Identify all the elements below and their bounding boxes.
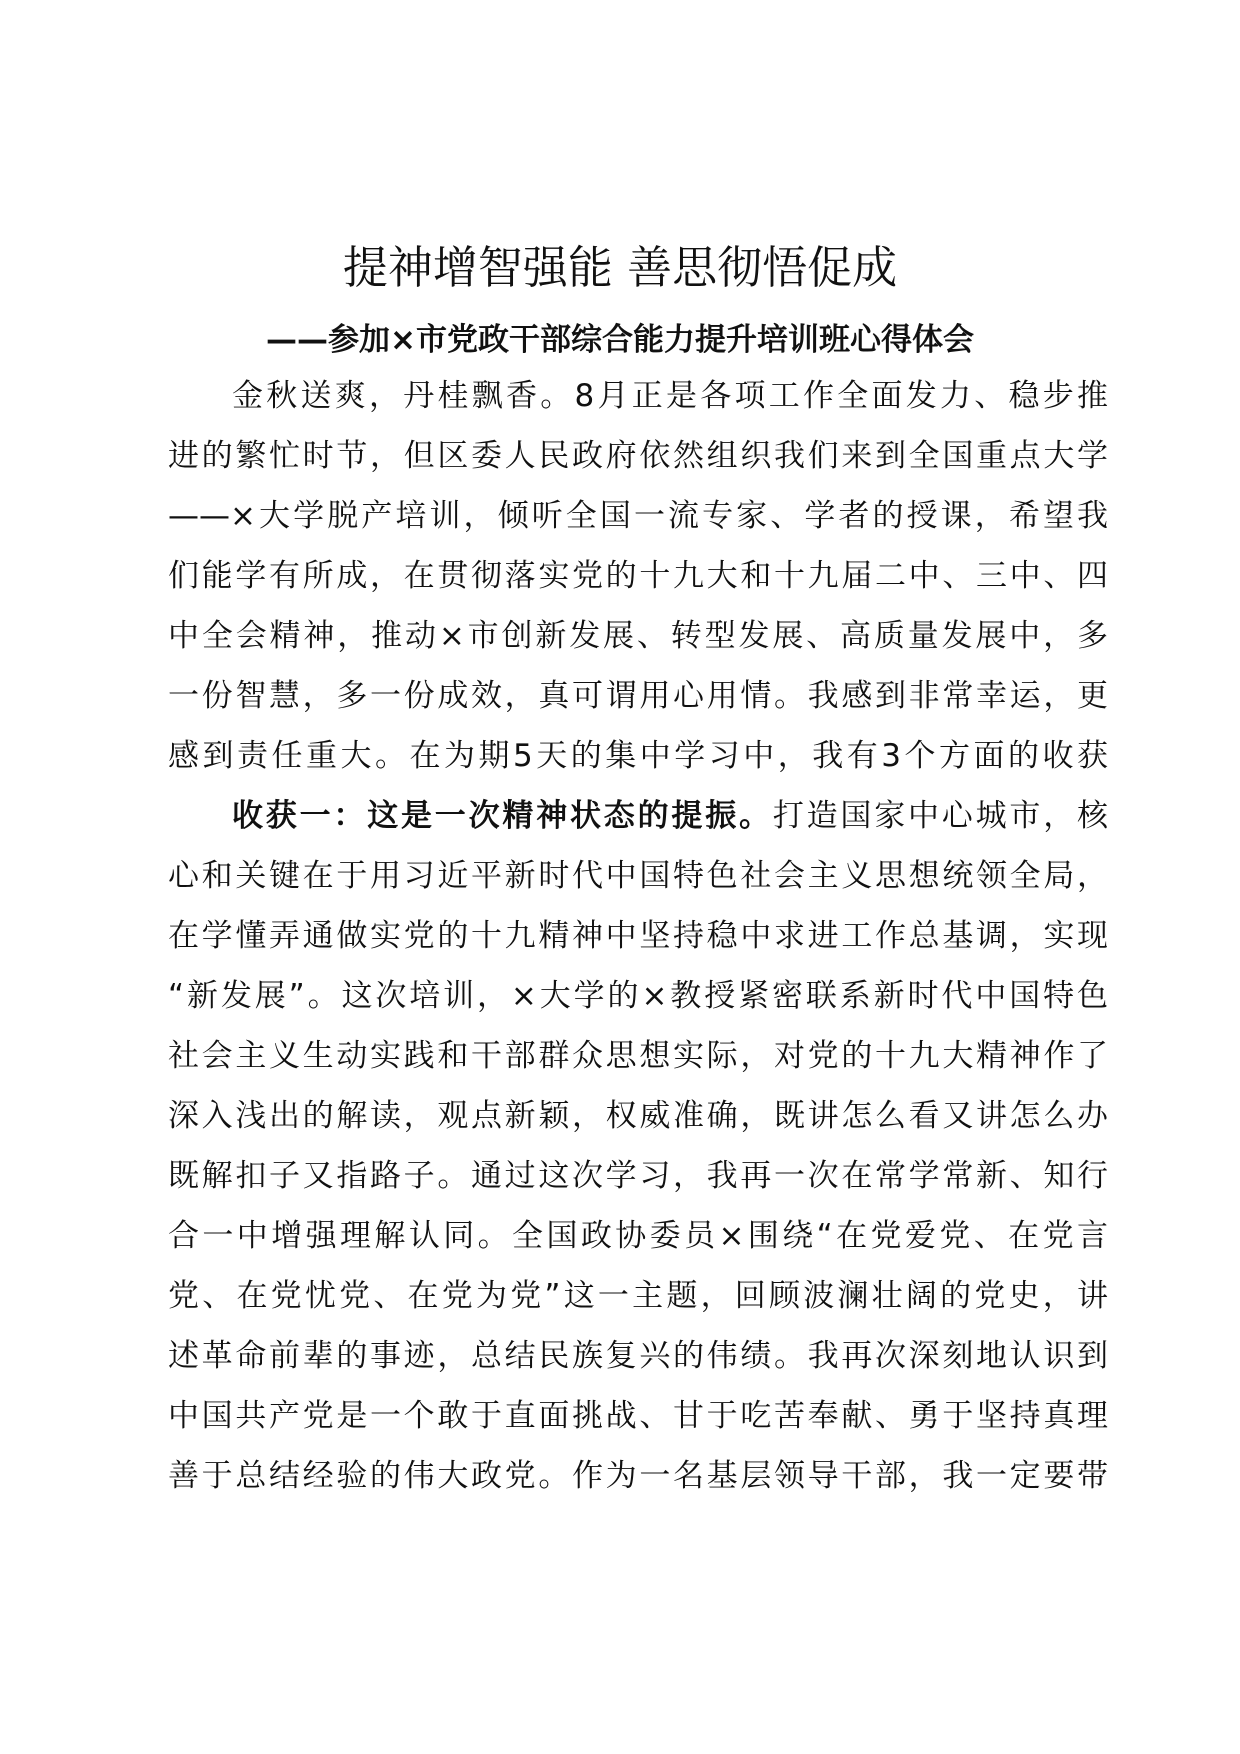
paragraph-2-line-1-rest: 打造国家中心城市，核 xyxy=(772,798,1109,834)
paragraph-1-line-6: 一份智慧，多一份成效，真可谓用心用情。我感到非常幸运，更 xyxy=(168,678,1108,714)
paragraph-2-line-11: 中国共产党是一个敢于直面挑战、甘于吃苦奉献、勇于坚持真理 xyxy=(168,1398,1108,1434)
paragraph-2-line-6: 深入浅出的解读，观点新颖，权威准确，既讲怎么看又讲怎么办 xyxy=(168,1098,1108,1134)
paragraph-2-heading: 收获一：这是一次精神状态的提振。 xyxy=(232,798,773,834)
paragraph-2-line-3: 在学懂弄通做实党的十九精神中坚持稳中求进工作总基调，实现 xyxy=(168,918,1108,954)
paragraph-2-line-5: 社会主义生动实践和干部群众思想实际，对党的十九大精神作了 xyxy=(168,1038,1108,1074)
paragraph-1-line-3: ——×大学脱产培训，倾听全国一流专家、学者的授课，希望我 xyxy=(168,498,1108,534)
paragraph-1-line-5: 中全会精神，推动×市创新发展、转型发展、高质量发展中，多 xyxy=(168,618,1108,654)
document-subtitle: ——参加×市党政干部综合能力提升培训班心得体会 xyxy=(266,322,974,358)
paragraph-2-line-12: 善于总结经验的伟大政党。作为一名基层领导干部，我一定要带 xyxy=(168,1458,1108,1494)
paragraph-1-line-2: 进的繁忙时节，但区委人民政府依然组织我们来到全国重点大学 xyxy=(168,438,1108,474)
paragraph-1-line-7: 感到责任重大。在为期5天的集中学习中，我有3个方面的收获 xyxy=(168,738,1108,774)
paragraph-2-line-2: 心和关键在于用习近平新时代中国特色社会主义思想统领全局， xyxy=(168,858,1108,894)
paragraph-2-line-9: 党、在党忧党、在党为党”这一主题，回顾波澜壮阔的党史，讲 xyxy=(168,1278,1108,1314)
paragraph-1-line-4: 们能学有所成，在贯彻落实党的十九大和十九届二中、三中、四 xyxy=(168,558,1108,594)
paragraph-1-line-1: 金秋送爽，丹桂飘香。8月正是各项工作全面发力、稳步推 xyxy=(232,378,1108,414)
paragraph-2-line-7: 既解扣子又指路子。通过这次学习，我再一次在常学常新、知行 xyxy=(168,1158,1108,1194)
document-title: 提神增智强能 善思彻悟促成 xyxy=(342,241,898,294)
paragraph-2-line-4: “新发展”。这次培训，×大学的×教授紧密联系新时代中国特色 xyxy=(168,978,1108,1014)
paragraph-2-line-8: 合一中增强理解认同。全国政协委员×围绕“在党爱党、在党言 xyxy=(168,1218,1108,1254)
paragraph-2-line-10: 述革命前辈的事迹，总结民族复兴的伟绩。我再次深刻地认识到 xyxy=(168,1338,1108,1374)
paragraph-2-line-1 xyxy=(232,786,1108,846)
